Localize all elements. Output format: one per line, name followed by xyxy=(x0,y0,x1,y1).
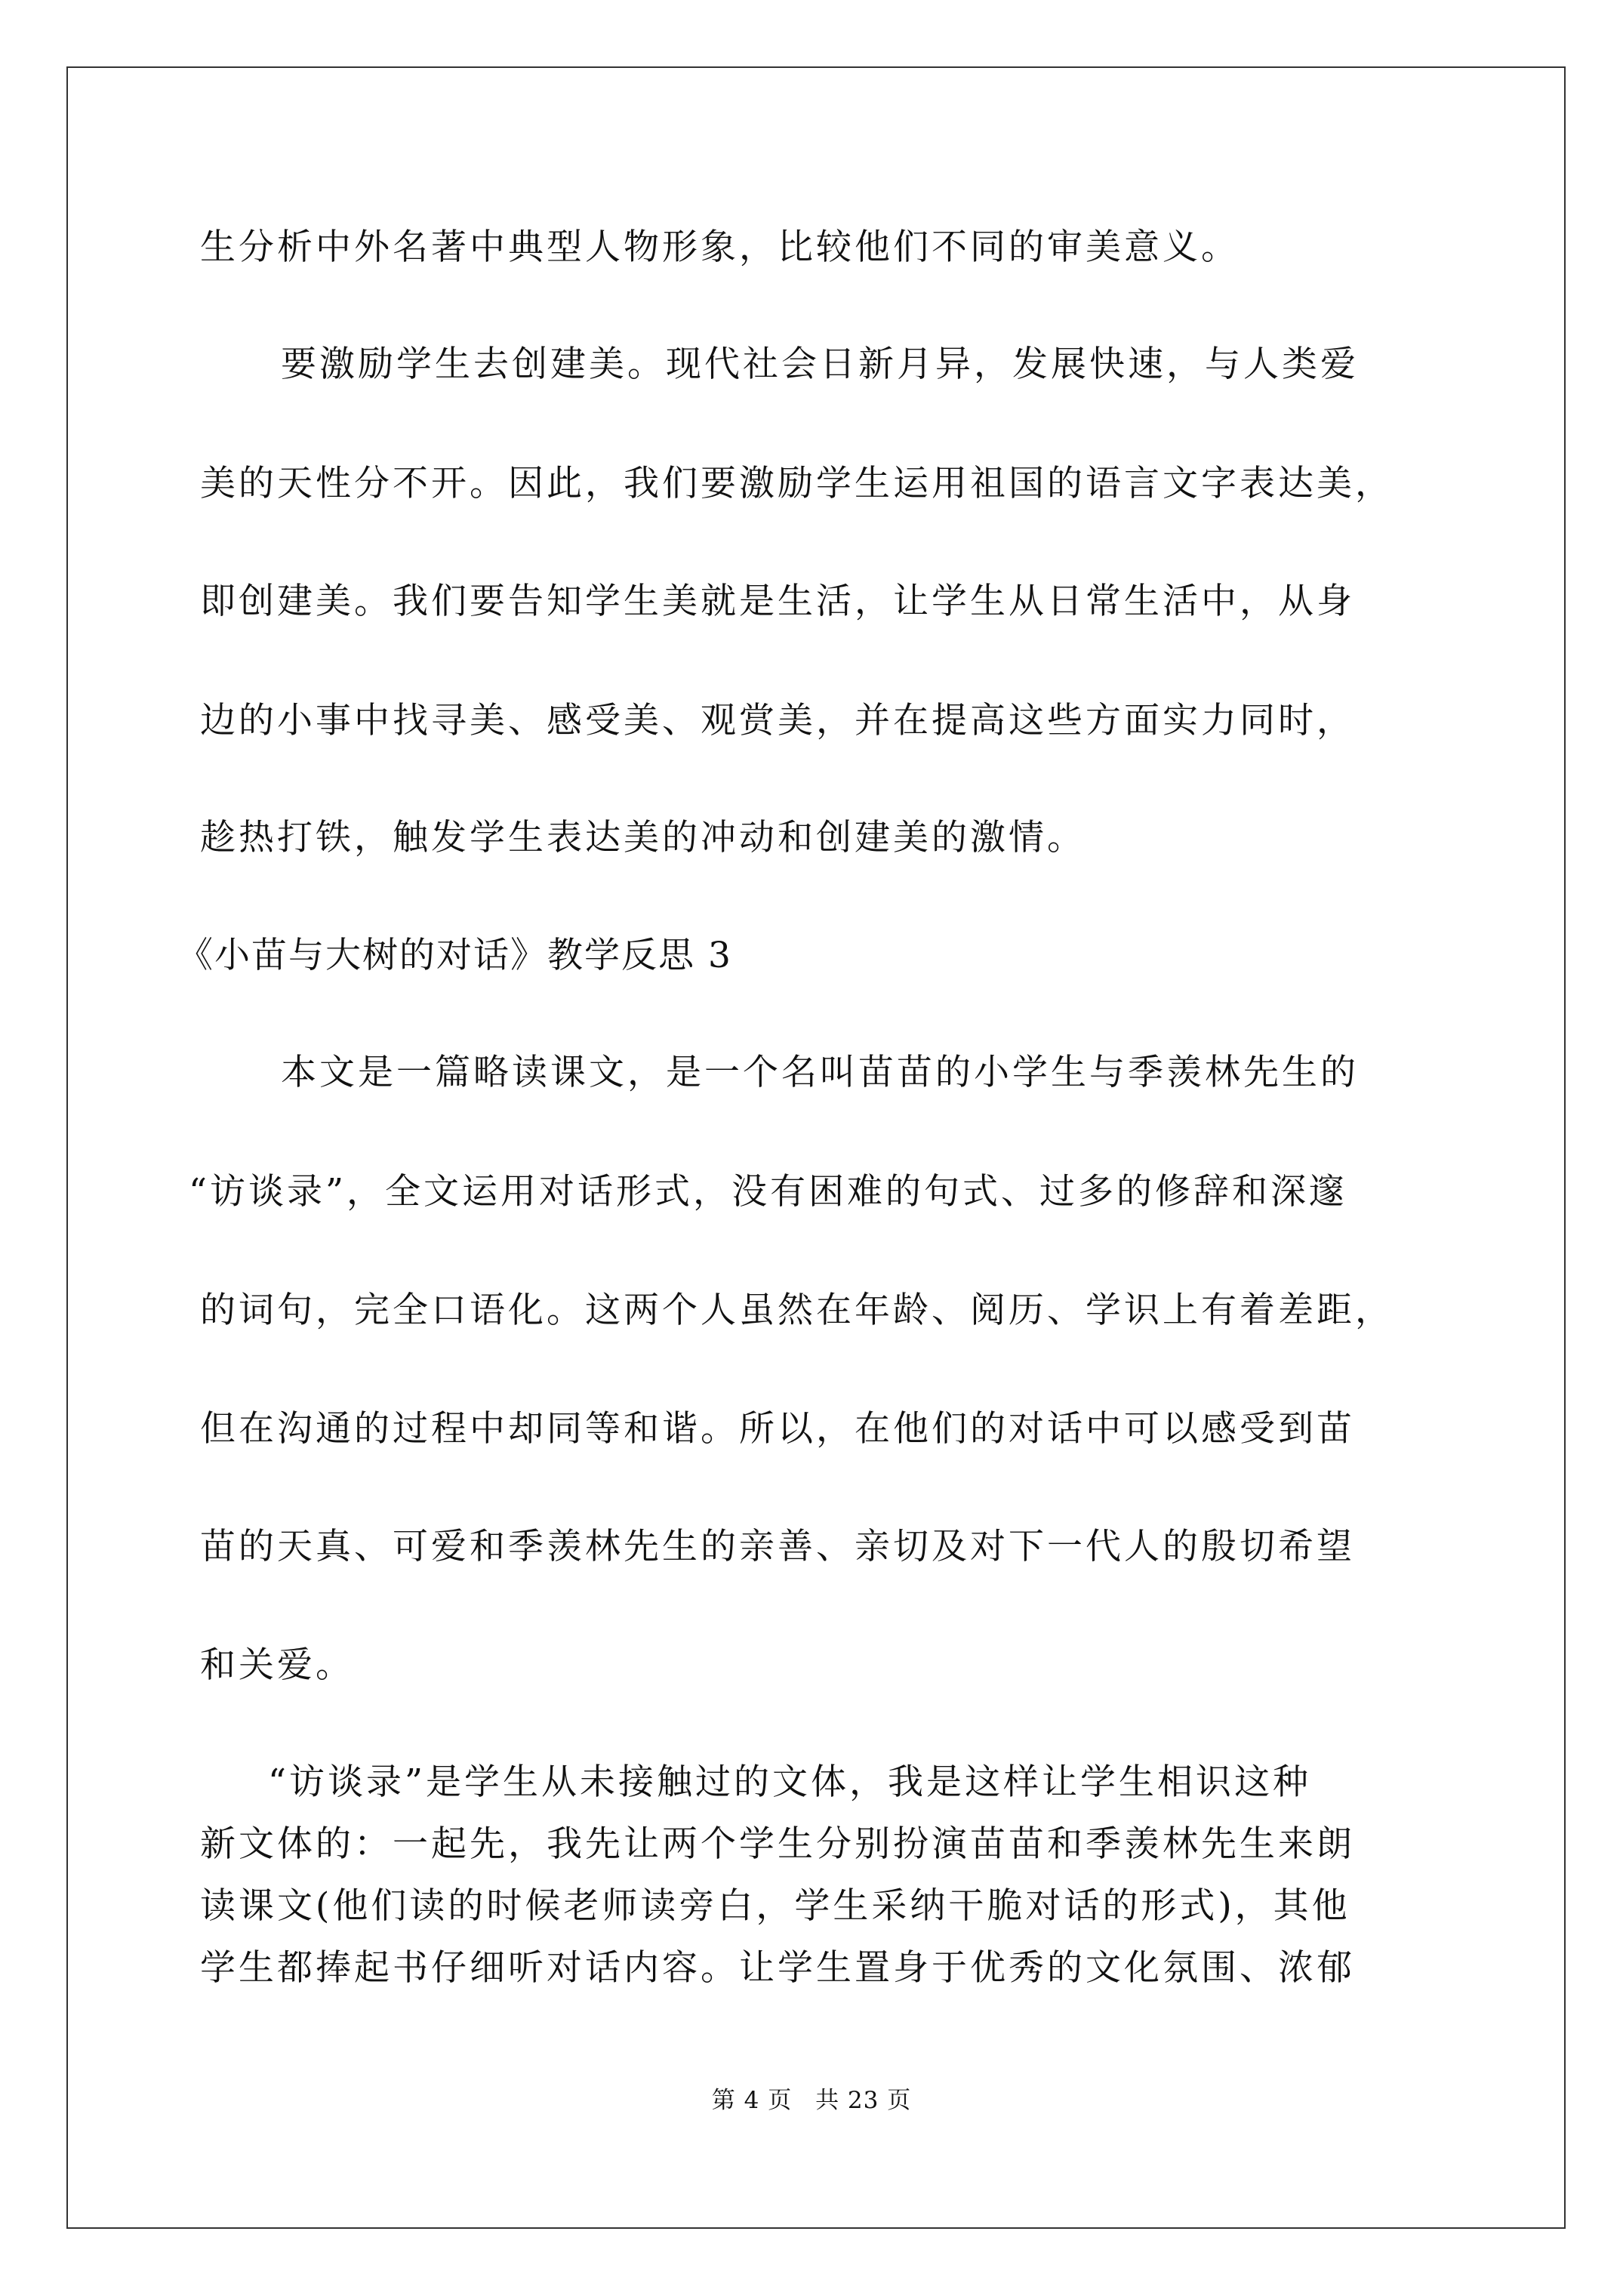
text-line: 即创建美。我们要告知学生美就是生活，让学生从日常生活中，从身 xyxy=(200,581,1355,622)
page-footer xyxy=(0,2087,1623,2114)
text-line: 读课文(他们读的时候老师读旁白，学生采纳干脆对话的形式)，其他 xyxy=(200,1885,1350,1927)
text-line: 和关爱。 xyxy=(200,1644,354,1686)
text-line: 新文体的：一起先，我先让两个学生分别扮演苗苗和季羡林先生来朗 xyxy=(200,1823,1355,1865)
text-line: 但在沟通的过程中却同等和谐。所以，在他们的对话中可以感受到苗 xyxy=(200,1408,1355,1450)
section-heading: 《小苗与大树的对话》教学反思 3 xyxy=(177,935,732,976)
page-total: 共 23 页 xyxy=(815,2087,912,2114)
text-line: 趁热打铁，触发学生表达美的冲动和创建美的激情。 xyxy=(200,817,1086,858)
text-line: 本文是一篇略读课文，是一个名叫苗苗的小学生与季羡林先生的 xyxy=(281,1052,1359,1093)
text-line: 学生都捧起书仔细听对话内容。让学生置身于优秀的文化氛围、浓郁 xyxy=(200,1947,1355,1989)
text-line: “访谈录”是学生从未接触过的文体，我是这样让学生相识这种 xyxy=(268,1761,1312,1803)
text-line: “访谈录”，全文运用对话形式，没有困难的句式、过多的修辞和深邃 xyxy=(189,1171,1348,1213)
text-line: 美的天性分不开。因此，我们要激励学生运用祖国的语言文字表达美， xyxy=(200,463,1394,504)
text-line: 的词句，完全口语化。这两个人虽然在年龄、阅历、学识上有着差距， xyxy=(200,1290,1394,1331)
text-line: 苗的天真、可爱和季羡林先生的亲善、亲切及对下一代人的殷切希望 xyxy=(200,1526,1355,1567)
text-line: 边的小事中找寻美、感受美、观赏美，并在提高这些方面实力同时， xyxy=(200,700,1355,741)
page-number: 第 4 页 xyxy=(711,2087,793,2114)
text-line: 要激励学生去创建美。现代社会日新月异，发展快速，与人类爱 xyxy=(281,344,1359,385)
text-line: 生分析中外名著中典型人物形象，比较他们不同的审美意义。 xyxy=(200,227,1240,268)
